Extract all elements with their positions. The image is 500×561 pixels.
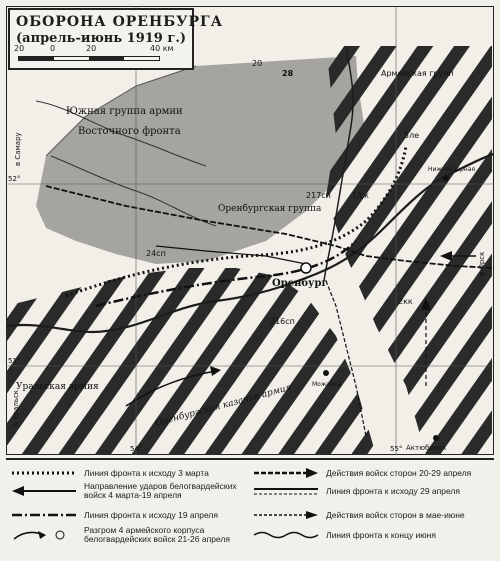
label-orsk: в Орск (478, 251, 486, 276)
label-south-group: Южная группа армии (66, 106, 183, 117)
scale-bar (14, 44, 174, 64)
legend-item (252, 508, 488, 522)
label-lon54: 54° (130, 445, 143, 453)
legend-symbol (252, 467, 320, 479)
legend-text: Действия войск сторон в мае-июне (326, 509, 465, 520)
legend-text: Линия фронта к концу июня (326, 529, 436, 540)
legend-symbol (10, 467, 78, 479)
legend-item (10, 481, 246, 500)
legend-item (10, 466, 246, 480)
label-samara: в Самару (14, 132, 22, 166)
label-uralsk: в Уральск (12, 389, 20, 426)
unit-label: 28 (282, 69, 294, 78)
legend-symbol (252, 529, 320, 541)
legend-text: Линия фронта к исходу 19 апреля (84, 509, 218, 520)
legend-text: Направление ударов белогвардейских войск 4 марта-19 апреля (84, 481, 237, 500)
unit-label: 20 (252, 59, 263, 68)
label-orenburg: Оренбург (272, 278, 328, 289)
label-lon55: 55° (390, 445, 403, 453)
legend-text: Действия войск сторон 20-29 апреля (326, 467, 472, 478)
legend-symbol (10, 529, 78, 541)
unit-label: 24сп (146, 249, 166, 258)
legend-item (252, 484, 488, 498)
label-cossack-army: Оренбургская казачья армия (154, 382, 293, 429)
scale-tick: 40 км (150, 44, 174, 53)
label-lat51: 51° (8, 357, 21, 365)
legend-symbol (252, 485, 320, 497)
unit-label: 1/ск (352, 191, 370, 200)
unit-label: 217сп (306, 191, 331, 200)
label-orenburg-group: Оренбургская группа (218, 204, 322, 214)
label-army-group: Армейская групп (381, 69, 454, 78)
aktyubinsk-city (433, 435, 439, 441)
mozhaiska-city (323, 370, 329, 376)
scale-tick: 20 (86, 44, 97, 53)
unit-label: 2кк (398, 297, 413, 306)
legend-item (252, 528, 488, 542)
legend-text: Линия фронта к исходу 29 апреля (326, 485, 460, 496)
unit-label: 216сп (270, 317, 295, 326)
label-lat52: 52° (8, 175, 21, 183)
map-subtitle: (апрель-июнь 1919 г.) (16, 31, 187, 46)
legend-symbol (252, 509, 320, 521)
nizhneozernoe-city (443, 175, 449, 181)
label-east-front: Восточного фронта (78, 126, 181, 137)
label-nizhneozernoe: Нижнеозерная (428, 166, 476, 173)
label-aktyubinsk: Актюбинск (406, 444, 447, 452)
orenburg-city (301, 263, 311, 273)
scale-tick: 0 (50, 44, 56, 53)
unit-label: 5ле (404, 131, 420, 140)
legend-symbol (10, 509, 78, 521)
legend (6, 458, 494, 558)
map-title: ОБОРОНА ОРЕНБУРГА (16, 14, 224, 30)
label-ural-army: Уральская армия (16, 382, 99, 392)
legend-text: Разгром 4 армейского корпуса белогвардейских войск 21-26 апреля (84, 525, 230, 544)
label-mozhaiska: Можайка (312, 381, 342, 388)
legend-item (252, 466, 488, 480)
legend-item (10, 508, 246, 522)
legend-symbol (10, 485, 78, 497)
legend-text: Линия фронта к исходу 3 марта (84, 467, 209, 478)
scale-tick: 20 (14, 44, 25, 53)
legend-item (10, 525, 246, 544)
map (6, 6, 494, 455)
